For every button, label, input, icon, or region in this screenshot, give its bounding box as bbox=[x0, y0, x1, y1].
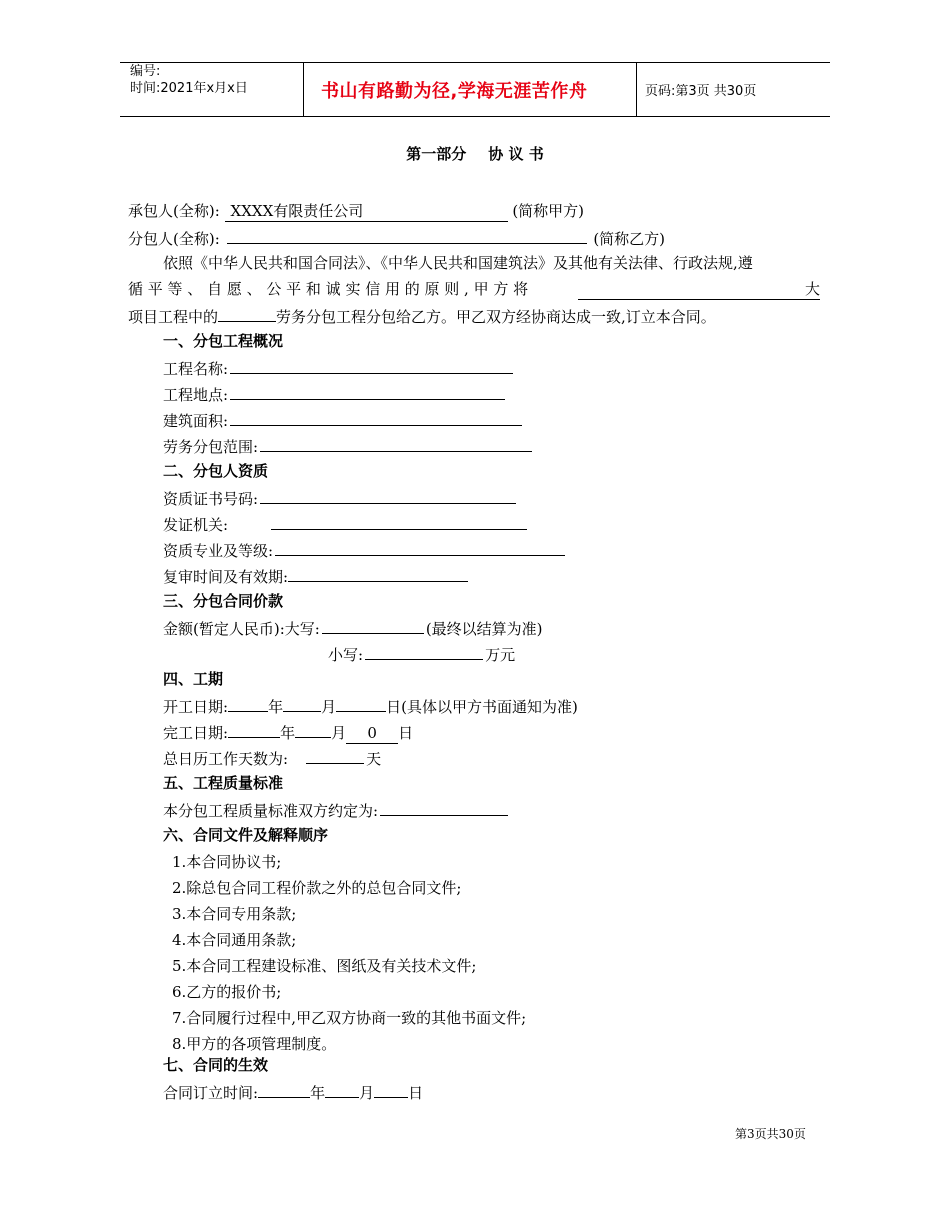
subcontractor-field bbox=[227, 227, 587, 244]
project-location-label: 工程地点: bbox=[163, 386, 229, 404]
header-divider bbox=[303, 63, 304, 116]
list-item: 1.本合同协议书; bbox=[172, 853, 282, 871]
project-location-input bbox=[230, 383, 505, 400]
start-day-input bbox=[336, 695, 386, 712]
month-label: 月 bbox=[331, 724, 347, 742]
section-4-heading: 四、工期 bbox=[163, 670, 224, 688]
issuer-line bbox=[163, 513, 529, 535]
end-month-input bbox=[295, 721, 331, 738]
total-days-unit: 天 bbox=[366, 750, 382, 768]
section-7-heading: 七、合同的生效 bbox=[163, 1056, 269, 1074]
section-2-heading: 二、分包人资质 bbox=[163, 462, 269, 480]
grade-input bbox=[275, 539, 565, 556]
section-5-heading: 五、工程质量标准 bbox=[163, 774, 284, 792]
page-title bbox=[0, 143, 950, 164]
title-part: 第一部分 bbox=[406, 145, 467, 163]
subcontractor-line bbox=[128, 227, 665, 249]
document-time-label: 时间:2021年x月x日 bbox=[130, 81, 248, 96]
review-label: 复审时间及有效期: bbox=[163, 568, 289, 586]
amount-label: 金额(暂定人民币):大写: bbox=[163, 620, 320, 638]
amount-uppercase-input bbox=[322, 617, 424, 634]
sign-month-input bbox=[325, 1081, 359, 1098]
subcontractor-suffix: (简称乙方) bbox=[593, 230, 666, 248]
project-name-label: 工程名称: bbox=[163, 360, 229, 378]
quality-standard-line bbox=[163, 799, 510, 821]
amount-lower-input bbox=[365, 643, 483, 660]
list-item: 8.甲方的各项管理制度。 bbox=[172, 1035, 337, 1053]
total-days-input bbox=[306, 747, 364, 764]
quality-standard-label: 本分包工程质量标准双方约定为: bbox=[163, 802, 379, 820]
list-item: 3.本合同专用条款; bbox=[172, 905, 297, 923]
project-name-field bbox=[578, 279, 820, 300]
year-label: 年 bbox=[310, 1084, 326, 1102]
building-area-label: 建筑面积: bbox=[163, 412, 229, 430]
cert-number-input bbox=[260, 487, 516, 504]
intro-line-3-text: 项目工程中的 bbox=[128, 308, 219, 326]
project-name-input bbox=[230, 357, 513, 374]
list-item: 5.本合同工程建设标准、图纸及有关技术文件; bbox=[172, 957, 477, 975]
project-section-field bbox=[218, 305, 276, 322]
grade-label: 资质专业及等级: bbox=[163, 542, 274, 560]
end-year-input bbox=[228, 721, 280, 738]
total-days-line bbox=[163, 747, 381, 769]
list-item: 2.除总包合同工程价款之外的总包合同文件; bbox=[172, 879, 462, 897]
document-number-label: 编号: bbox=[130, 64, 161, 79]
amount-lower-label: 小写: bbox=[328, 646, 364, 664]
section-3-heading: 三、分包合同价款 bbox=[163, 592, 284, 610]
labor-scope-line bbox=[163, 435, 534, 457]
contractor-line bbox=[128, 201, 584, 222]
page-footer: 第3页共30页 bbox=[735, 1127, 806, 1141]
header-motto: 书山有路勤为径,学海无涯苦作舟 bbox=[321, 81, 588, 102]
list-item: 7.合同履行过程中,甲乙双方协商一致的其他书面文件; bbox=[172, 1009, 527, 1027]
quality-standard-input bbox=[380, 799, 508, 816]
contractor-label: 承包人(全称): bbox=[128, 202, 220, 220]
contractor-suffix: (简称甲方) bbox=[512, 202, 585, 220]
sign-day-input bbox=[374, 1081, 408, 1098]
building-area-line bbox=[163, 409, 524, 431]
intro-line-2 bbox=[128, 279, 820, 299]
grade-line bbox=[163, 539, 567, 561]
intro-line-3-rest: 劳务分包工程分包给乙方。甲乙双方经协商达成一致,订立本合同。 bbox=[276, 308, 716, 326]
day-label: 日 bbox=[386, 698, 402, 716]
intro-line-2-end: 大 bbox=[804, 280, 820, 298]
contractor-field bbox=[225, 201, 508, 222]
issuer-label: 发证机关: bbox=[163, 516, 229, 534]
sign-date-label: 合同订立时间: bbox=[163, 1084, 259, 1102]
start-month-input bbox=[283, 695, 321, 712]
contractor-value: XXXX有限责任公司 bbox=[230, 202, 364, 220]
total-days-label: 总日历工作天数为: bbox=[163, 750, 289, 768]
header-page-number: 页码:第3页 共30页 bbox=[645, 84, 757, 99]
project-name-line bbox=[163, 357, 515, 379]
labor-scope-input bbox=[260, 435, 532, 452]
end-date-line bbox=[163, 721, 413, 744]
review-input bbox=[288, 565, 468, 582]
building-area-input bbox=[230, 409, 522, 426]
end-day-value: 0 bbox=[367, 724, 377, 742]
start-date-label: 开工日期: bbox=[163, 698, 229, 716]
header-meta bbox=[130, 63, 248, 97]
start-date-line bbox=[163, 695, 578, 717]
start-year-input bbox=[228, 695, 268, 712]
project-location-line bbox=[163, 383, 507, 405]
day-label: 日 bbox=[408, 1084, 424, 1102]
review-line bbox=[163, 565, 470, 587]
intro-line-2-text: 循 平 等 、 自 愿 、 公 平 和 诚 实 信 用 的 原 则 , 甲 方 将 bbox=[128, 280, 529, 298]
cert-number-line bbox=[163, 487, 518, 509]
labor-scope-label: 劳务分包范围: bbox=[163, 438, 259, 456]
sign-date-line bbox=[163, 1081, 423, 1103]
start-date-note: (具体以甲方书面通知为准) bbox=[401, 698, 578, 716]
day-label: 日 bbox=[398, 724, 414, 742]
amount-lower-unit: 万元 bbox=[485, 646, 516, 664]
subcontractor-label: 分包人(全称): bbox=[128, 230, 220, 248]
month-label: 月 bbox=[359, 1084, 375, 1102]
sign-year-input bbox=[258, 1081, 310, 1098]
month-label: 月 bbox=[321, 698, 337, 716]
list-item: 4.本合同通用条款; bbox=[172, 931, 297, 949]
cert-number-label: 资质证书号码: bbox=[163, 490, 259, 508]
header-divider bbox=[636, 63, 637, 116]
issuer-input bbox=[271, 513, 527, 530]
intro-line-3 bbox=[128, 305, 716, 327]
amount-line bbox=[163, 617, 543, 639]
year-label: 年 bbox=[268, 698, 284, 716]
amount-note: (最终以结算为准) bbox=[425, 620, 543, 638]
year-label: 年 bbox=[280, 724, 296, 742]
list-item: 6.乙方的报价书; bbox=[172, 983, 282, 1001]
amount-lower-line bbox=[328, 643, 515, 665]
section-6-heading: 六、合同文件及解释顺序 bbox=[163, 826, 329, 844]
end-date-label: 完工日期: bbox=[163, 724, 229, 742]
section-1-heading: 一、分包工程概况 bbox=[163, 332, 284, 350]
end-day-input bbox=[346, 723, 398, 744]
title-name: 协 议 书 bbox=[488, 145, 544, 163]
intro-line-1: 依照《中华人民共和国合同法》、《中华人民共和国建筑法》及其他有关法律、行政法规,遵 bbox=[163, 254, 753, 272]
page-header bbox=[120, 62, 830, 117]
